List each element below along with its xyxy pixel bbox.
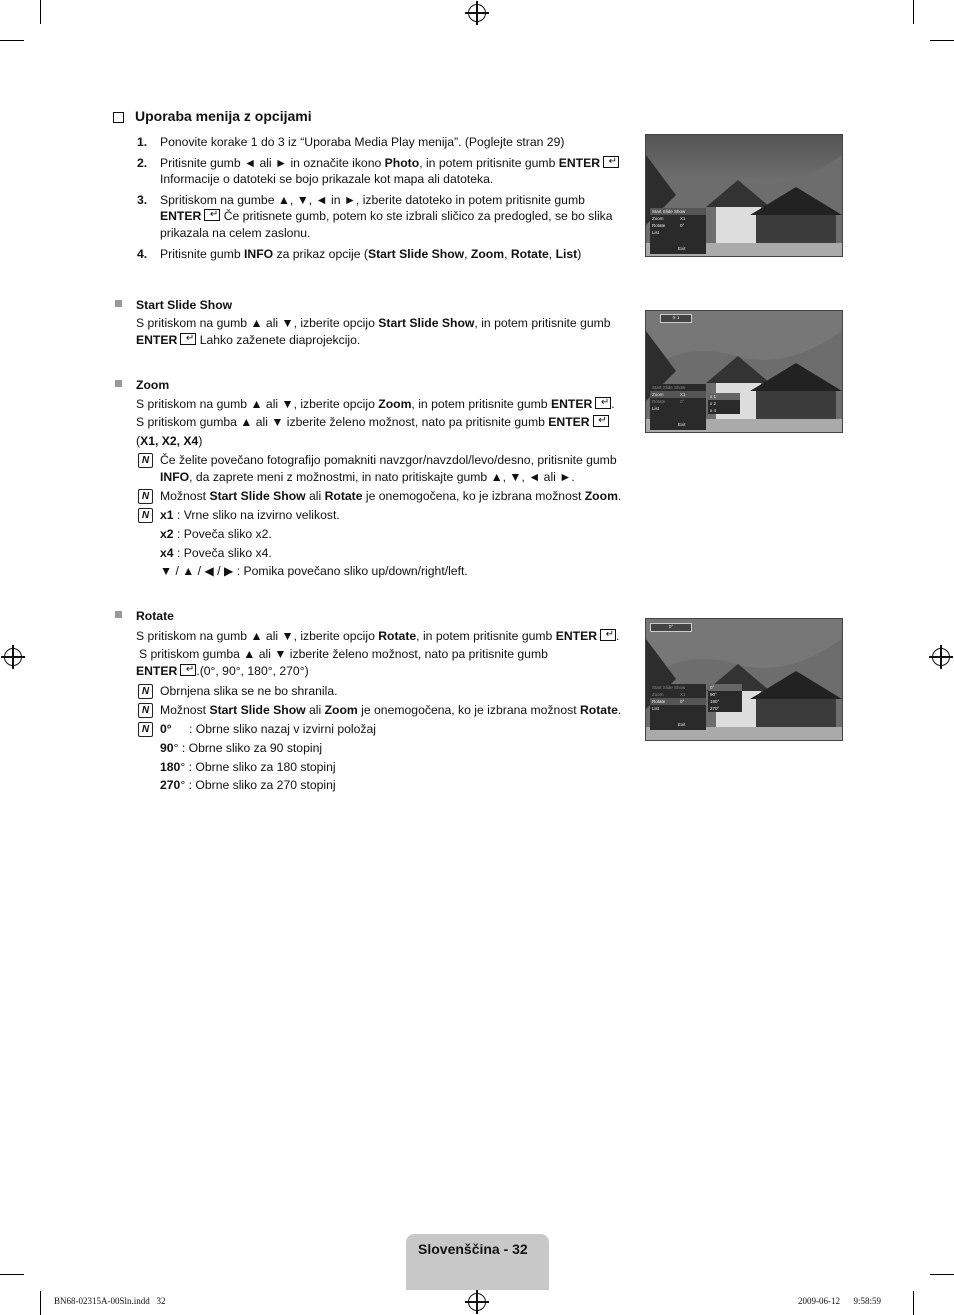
note-icon: N — [138, 722, 153, 737]
note-text: Če želite povečano fotografijo pomakniti navzgor/navzdol/levo/desno, pritisnite gumb — [160, 453, 617, 467]
zoom-badge: X 1 — [660, 314, 692, 323]
step-text: Pritisnite gumb ◄ ali ► in označite ikono Photo, in potem pritisnite gumb ENTER↵ — [160, 154, 619, 172]
subsection-title: Rotate — [136, 609, 174, 623]
crop-mark — [930, 40, 954, 41]
rotate-badge: 0° — [650, 623, 692, 632]
note-text: ▼ / ▲ / ◀ / ▶ : Pomika povečano sliko up/down/right/left. — [160, 564, 468, 578]
menu-item-start-slide-show[interactable]: Start Slide Show — [652, 385, 686, 390]
note-text: x4 : Poveča sliko x4. — [160, 546, 272, 560]
note-text: Obrnjena slika se ne bo shranila. — [160, 684, 338, 698]
menu-item-rotate[interactable]: Rotate 0° — [652, 223, 685, 228]
rotate-options — [708, 684, 742, 712]
zoom-option[interactable]: x 2 — [710, 401, 717, 406]
options-menu — [650, 384, 706, 430]
paragraph: S pritiskom gumba ▲ ali ▼ izberite želeno možnost, nato pa pritisnite gumb — [139, 647, 548, 661]
note-icon: N — [138, 453, 153, 468]
enter-icon — [204, 209, 220, 221]
note-icon: N — [138, 489, 153, 504]
menu-item-list[interactable]: List — [652, 706, 660, 711]
registration-mark-icon — [468, 1293, 486, 1311]
subsection-title: Zoom — [136, 378, 170, 392]
crop-mark — [913, 0, 914, 24]
note-text: Možnost Start Slide Show ali Zoom je onemogočena, ko je izbrana možnost Rotate. — [160, 703, 622, 717]
note-icon: N — [138, 508, 153, 523]
tv-screen-rotate-menu — [645, 618, 843, 741]
step-number: 3. — [137, 193, 148, 207]
menu-item-rotate[interactable]: Rotate 0° — [652, 399, 685, 404]
square-bullet-icon — [115, 611, 122, 618]
checkbox-bullet-icon — [113, 112, 124, 123]
crop-mark — [913, 1291, 914, 1315]
square-bullet-icon — [115, 300, 122, 307]
note-icon: N — [138, 684, 153, 699]
paragraph: S pritiskom na gumb ▲ ali ▼, izberite opcijo Start Slide Show, in potem pritisnite gumb — [136, 316, 611, 330]
options-menu — [650, 684, 706, 730]
enter-icon — [595, 397, 611, 409]
enter-icon — [593, 415, 609, 427]
exit-label[interactable]: Exit — [678, 246, 686, 251]
zoom-options — [708, 393, 740, 414]
print-date: 2009-06-12 9:58:59 — [798, 1296, 881, 1306]
crop-mark — [40, 1291, 41, 1315]
paragraph: (X1, X2, X4) — [136, 434, 203, 448]
menu-item-zoom[interactable]: Zoom X1 — [650, 391, 706, 398]
step-text: Pritisnite gumb INFO za prikaz opcije (Start Slide Show, Zoom, Rotate, List) — [160, 247, 582, 261]
note-text: Možnost Start Slide Show ali Rotate je onemogočena, ko je izbrana možnost Zoom. — [160, 489, 622, 503]
tv-screen-options-menu — [645, 134, 843, 257]
crop-mark — [0, 40, 24, 41]
paragraph: S pritiskom gumba ▲ ali ▼ izberite želeno možnost, nato pa pritisnite gumb ENTER↵ — [136, 413, 609, 431]
rotate-option[interactable]: 180° — [710, 699, 720, 704]
step-text: Ponovite korake 1 do 3 iz “Uporaba Media Play menija”. (Poglejte stran 29) — [160, 135, 565, 149]
registration-mark-icon — [4, 648, 22, 666]
zoom-option[interactable]: x 4 — [710, 408, 717, 413]
menu-item-start-slide-show[interactable]: Start Slide Show — [650, 208, 706, 215]
options-menu — [650, 208, 706, 254]
rotate-option[interactable]: 90° — [710, 692, 717, 697]
step-text: prikazala na celem zaslonu. — [160, 226, 311, 240]
note-text: x1 : Vrne sliko na izvirno velikost. — [160, 508, 340, 522]
rotate-option[interactable]: 0° — [708, 684, 742, 691]
crop-mark — [0, 1274, 24, 1275]
menu-item-zoom[interactable]: Zoom X1 — [652, 216, 686, 221]
menu-item-start-slide-show[interactable]: Start Slide Show — [652, 685, 686, 690]
note-text: INFO, da zaprete meni z možnostmi, in nato pritiskajte gumb ▲, ▼, ◄ ali ►. — [160, 470, 575, 484]
note-icon: N — [138, 703, 153, 718]
section-title: Uporaba menija z opcijami — [135, 108, 312, 124]
exit-label[interactable]: Exit — [678, 422, 686, 427]
step-text: ENTER↵ Če pritisnete gumb, potem ko ste izbrali sličico za predogled, se bo slika — [160, 207, 613, 225]
rotate-value: 0° — [160, 722, 172, 736]
menu-item-zoom[interactable]: Zoom X1 — [652, 692, 686, 697]
crop-mark — [930, 1274, 954, 1275]
zoom-option[interactable]: x 1 — [708, 393, 740, 400]
note-text: 270° : Obrne sliko za 270 stopinj — [160, 778, 336, 792]
note-text: x2 : Poveča sliko x2. — [160, 527, 272, 541]
file-name: BN68-02315A-00Sln.indd 32 — [54, 1296, 166, 1306]
enter-icon — [600, 629, 616, 641]
step-text: Spritiskom na gumbe ▲, ▼, ◄ in ►, izberite datoteko in potem pritisnite gumb — [160, 193, 585, 207]
rotate-desc: : Obrne sliko nazaj v izvirni položaj — [189, 722, 376, 736]
registration-mark-icon — [468, 4, 486, 22]
paragraph: S pritiskom na gumb ▲ ali ▼, izberite opcijo Rotate, in potem pritisnite gumb ENTER↵ . — [136, 627, 619, 645]
enter-icon — [603, 156, 619, 168]
exit-label[interactable]: Exit — [678, 722, 686, 727]
subsection-title: Start Slide Show — [136, 298, 233, 312]
paragraph: S pritiskom na gumb ▲ ali ▼, izberite opcijo Zoom, in potem pritisnite gumb ENTER↵ . — [136, 395, 615, 413]
crop-mark — [40, 0, 41, 24]
step-text: Informacije o datoteki se bojo prikazale kot mapa ali datoteka. — [160, 172, 494, 186]
page-number: Slovenščina - 32 — [418, 1241, 528, 1257]
menu-item-list[interactable]: List — [652, 230, 660, 235]
menu-item-list[interactable]: List — [652, 406, 660, 411]
enter-icon — [180, 333, 196, 345]
note-text: 90° : Obrne sliko za 90 stopinj — [160, 741, 323, 755]
paragraph: ENTER↵ .(0°, 90°, 180°, 270°) — [136, 662, 309, 680]
step-number: 2. — [137, 156, 148, 170]
step-number: 1. — [137, 135, 148, 149]
square-bullet-icon — [115, 380, 122, 387]
step-number: 4. — [137, 247, 148, 261]
tv-screen-zoom-menu — [645, 310, 843, 433]
rotate-option[interactable]: 270° — [710, 706, 720, 711]
menu-item-rotate[interactable]: Rotate 0° — [650, 698, 706, 705]
note-text: 180° : Obrne sliko za 180 stopinj — [160, 760, 336, 774]
enter-icon — [180, 664, 196, 676]
registration-mark-icon — [932, 648, 950, 666]
paragraph: ENTER↵ Lahko zaženete diaprojekcijo. — [136, 331, 360, 349]
